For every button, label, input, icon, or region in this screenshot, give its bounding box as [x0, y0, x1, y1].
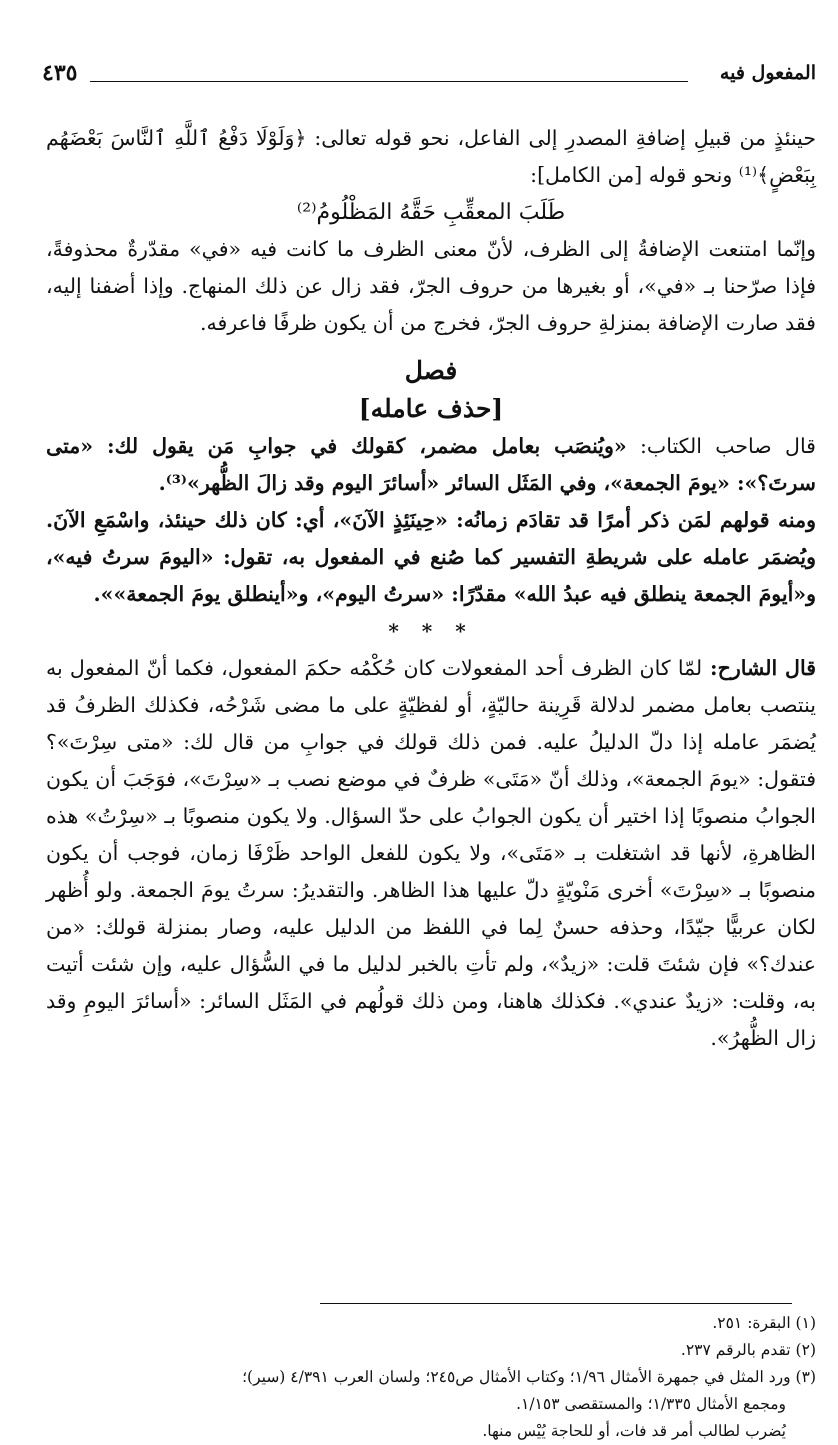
section-heading: [46, 352, 816, 428]
main-text: [46, 120, 816, 1057]
paragraph-2: وإنّما امتنعت الإضافةُ إلى الظرف، لأنّ معنى الظرف ما كانت فيه «في» مقدّرةٌ محذوفةً، فإذا صرّحنا بـ «في»، أو بغيرها من حروف الجرّ، فقد زال عن ذلك المنهاج. وإذا أضفنا إليه، فقد صارت الإضافة بمنزلةِ حروف الجرّ، فخرج من أن يكون ظرفًا فاعرفه.: [46, 237, 816, 335]
author-lead: قال صاحب الكتاب:: [626, 434, 816, 458]
paragraph-1: حينئذٍ من قبيلِ إضافةِ المصدرِ إلى الفاعل، نحو قوله تعالى: ﴿وَلَوْلَا دَفْعُ ٱللَّهِ ٱلنَّاسَ بَعْضَهُم بِبَعْضٍ﴾⁽¹⁾ ونحو قوله [من الكامل]:: [46, 126, 816, 187]
footnotes: [46, 1310, 816, 1445]
footnote-3-continued: ومجمع الأمثال ١/٣٣٥؛ والمستقصى ١/١٥٣.: [516, 1395, 786, 1413]
poetry-verse: طَلَبَ المعقِّبِ حَقَّهُ المَظْلُومُ⁽²⁾: [296, 200, 566, 225]
running-title: المفعول فيه: [719, 62, 816, 84]
running-header: [42, 62, 816, 92]
header-rule: [90, 81, 688, 82]
author-paragraph-2: ومنه قولهم لمَن ذكر أمرًا قد تقادَم زمانُه: «حِينَئِذٍ الآنَ»، أي: كان ذلك حينئذ، واسْمَعِ الآنَ. ويُضمَر عامله على شريطةِ التفسير كما صُنع في المفعول به، تقول: «اليومَ سرتُ فيه»، و«أيومَ الجمعة ينطلق فيه عبدُ الله» مقدّرًا: «سرتُ اليوم»، و«أينطلق يومَ الجمعة»».: [46, 508, 816, 606]
footnote-rule: [320, 1303, 792, 1304]
footnote-1: (١) البقرة: ٢٥١.: [712, 1314, 816, 1332]
section-title: فصل: [404, 356, 458, 385]
section-subtitle: [حذف عامله]: [358, 394, 504, 423]
separator-stars: * * *: [388, 619, 474, 643]
commentary-text: لمّا كان الظرف أحد المفعولات كان حُكْمُه حكمَ المفعول، فكما أنّ المفعول به ينتصب بعامل مضمر لدلالة قَرِينة حاليّةٍ، أو لفظيّةٍ على ما مضى شَرْحُه، فكذلك الظرفُ قد يُضمَر عامله إذا دلّ الدليلُ عليه. فمن ذلك قولك في جوابِ من قال لك: «متى سِرْتَ»؟ فتقول: «يومَ الجمعة»، وذلك أنّ «مَتَى» ظرفٌ في موضع نصب بـ «سِرْتَ»، فوَجَبَ أن يكون الجوابُ منصوبًا إذا اختير أن يكون الجوابُ على حدّ السؤال. ولا يكون منصوبًا بـ «سِرْتُ» هذه الظاهرةِ، لأنها قد اشتغلت بـ «مَتَى»، ولا يكون للفعل الواحد ظَرْفَا زمان، فوجب أن يكون منصوبًا بـ «سِرْتَ» أخرى مَنْويّةٍ دلّ عليها هذا الظاهر. والتقديرُ: سرتُ يومَ الجمعة. ولو أُظهر لكان عربيًّا جيّدًا، وحذفه حسنٌ لِما في اللفظ من الدليل عليه، وصار بمنزلة قولك: «من عندك؟» فإن شئتَ قلت: «زيدٌ»، ولم تأتِ بالخبر لدليل ما في السُّؤال عليه، وإن شئت أتيت به، وقلت: «زيدٌ عندي». فكذلك هاهنا، ومن ذلك قولُهم في المَثَل السائر: «أسائرَ اليومِ وقد زال الظُّهرُ».: [46, 656, 816, 1050]
commentary-label: قال الشارح:: [702, 656, 816, 680]
footnote-2: (٢) تقدم بالرقم ٢٣٧.: [680, 1341, 816, 1359]
commentary-paragraph: [46, 650, 816, 1057]
footnote-3: (٣) ورد المثل في جمهرة الأمثال ١/٩٦؛ وكتاب الأمثال ص٢٤٥؛ ولسان العرب ٤/٣٩١ (سير)؛: [242, 1368, 816, 1386]
footnote-3-note: يُضرب لطالب أمر قد فات، أو للحاجة يُيْس منها.: [482, 1422, 786, 1440]
author-quote-1: «ويُنصَب بعامل مضمر، كقولك في جوابِ مَن يقول لك: «متى سرتَ؟»: «يومَ الجمعة»، وفي المَثَل السائر «أسائرَ اليوم وقد زالَ الظُّهر»⁽³⁾.: [46, 434, 816, 495]
page-number: ٤٣٥: [42, 60, 78, 86]
author-paragraph-1: [46, 428, 816, 502]
